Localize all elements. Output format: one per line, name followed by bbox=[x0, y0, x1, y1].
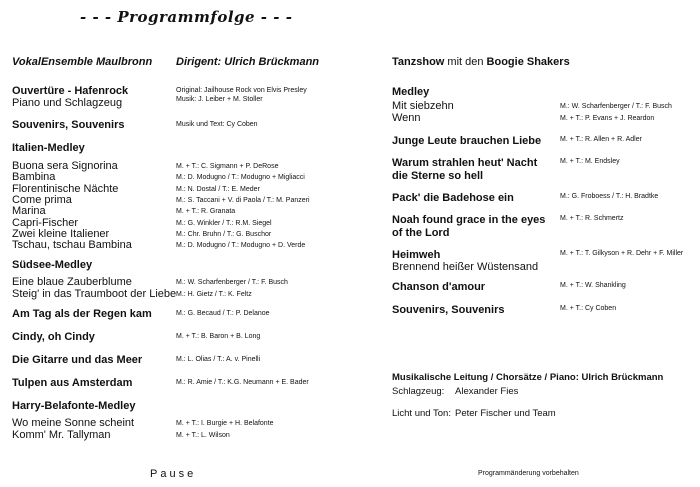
item-credit: M. + T.: T. Gilkyson + R. Dehr + F. Miller bbox=[560, 250, 684, 257]
song-credit: M. + T.: C. Sigmann + P. DeRose bbox=[176, 163, 279, 170]
item-credit: M. + T.: W. Shankling bbox=[560, 282, 626, 289]
item-credit: M.: R. Amie / T.: K.G. Neumann + E. Bader bbox=[176, 379, 309, 386]
song-title: Wo meine Sonne scheint bbox=[12, 417, 135, 429]
medley-title: Medley bbox=[392, 86, 430, 98]
song-credit: M.: G. Winkler / T.: R.M. Siegel bbox=[176, 219, 272, 227]
item-title-line2: of the Lord bbox=[392, 227, 450, 239]
conductor: Dirigent: Ulrich Brückmann bbox=[176, 56, 320, 68]
item-title: Am Tag als der Regen kam bbox=[12, 308, 152, 320]
song-credit: M.: H. Gietz / T.: K. Feltz bbox=[176, 291, 252, 298]
medley-title: Italien-Medley bbox=[12, 142, 85, 154]
song-credit: M. + T.: P. Evans + J. Reardon bbox=[560, 114, 655, 122]
item-title-line2: die Sterne so hell bbox=[392, 170, 484, 182]
pause-label: Pause bbox=[150, 468, 197, 480]
item-credit: M. + T.: B. Baron + B. Long bbox=[176, 333, 261, 340]
song-title: Capri-Fischer bbox=[12, 216, 79, 229]
medley-title: Südsee-Medley bbox=[12, 259, 93, 271]
item-title: Warum strahlen heut' Nacht bbox=[392, 157, 538, 169]
song-title: Tschau, tschau Bambina bbox=[12, 239, 132, 252]
ensemble-name: VokalEnsemble Maulbronn bbox=[12, 56, 153, 68]
song-credit: M.: N. Dostal / T.: E. Meder bbox=[176, 185, 260, 193]
song-credit: M.: D. Modugno / T.: Modugno + D. Verde bbox=[176, 242, 306, 250]
song-title: Buona sera Signorina bbox=[12, 160, 118, 172]
medley-title: Harry-Belafonte-Medley bbox=[12, 400, 136, 412]
item-title: Souvenirs, Souvenirs bbox=[392, 304, 505, 316]
tanzshow-connector: mit den bbox=[444, 56, 487, 68]
item-credit: M. + T.: M. Endsley bbox=[560, 158, 620, 165]
staff-light-label: Licht und Ton: bbox=[392, 408, 451, 419]
staff-light-name: Peter Fischer und Team bbox=[455, 408, 556, 419]
tanzshow-line bbox=[392, 56, 570, 68]
song-title: Marina bbox=[12, 205, 46, 218]
item-credit: Musik und Text: Cy Coben bbox=[176, 121, 258, 128]
item-title: Tulpen aus Amsterdam bbox=[12, 377, 133, 389]
program-title: - - - Programmfolge - - - bbox=[80, 8, 293, 26]
song-credit: M.: Chr. Bruhn / T.: G. Buschor bbox=[176, 230, 272, 238]
item-title: Ouvertüre - Hafenrock bbox=[12, 85, 129, 97]
song-credit: M.: S. Taccani + V. di Paola / T.: M. Panzeri bbox=[176, 196, 310, 204]
item-credit: M.: G. Becaud / T.: P. Delanoe bbox=[176, 310, 270, 317]
song-title: Florentinische Nächte bbox=[12, 182, 119, 195]
song-title: Bambina bbox=[12, 171, 56, 184]
song-credit: M.: D. Modugno / T.: Modugno + Migliacci bbox=[176, 174, 305, 182]
program-change-notice: Programmänderung vorbehalten bbox=[478, 470, 579, 477]
song-credit: M.: W. Scharfenberger / T.: F. Busch bbox=[560, 103, 672, 110]
item-credit: M.: G. Froboess / T.: H. Bradtke bbox=[560, 193, 659, 200]
item-title: Pack' die Badehose ein bbox=[392, 192, 514, 204]
tanzshow-group: Boogie Shakers bbox=[486, 56, 570, 68]
item-subtitle: Brennend heißer Wüstensand bbox=[392, 261, 539, 273]
song-title: Eine blaue Zauberblume bbox=[12, 276, 132, 288]
item-credit: M. + T.: R. Allen + R. Adler bbox=[560, 136, 642, 143]
item-title: Die Gitarre und das Meer bbox=[12, 354, 143, 366]
item-credit: Musik: J. Leiber + M. Stoller bbox=[176, 96, 263, 103]
song-title: Come prima bbox=[12, 193, 72, 206]
song-title: Zwei kleine Italiener bbox=[12, 227, 110, 240]
song-title: Wenn bbox=[392, 111, 421, 124]
item-title: Junge Leute brauchen Liebe bbox=[392, 135, 542, 147]
staff-drums-name: Alexander Fies bbox=[455, 386, 519, 397]
item-credit: M.: L. Olias / T.: A. v. Pinelli bbox=[176, 356, 261, 363]
item-credit: Original: Jailhouse Rock von Elvis Presley bbox=[176, 87, 307, 94]
song-credit: M. + T.: I. Burgie + H. Belafonte bbox=[176, 420, 274, 427]
song-title: Mit siebzehn bbox=[392, 100, 454, 112]
item-title: Noah found grace in the eyes bbox=[392, 214, 546, 226]
song-title: Komm' Mr. Tallyman bbox=[12, 428, 111, 441]
item-title: Heimweh bbox=[392, 249, 441, 261]
item-title: Cindy, oh Cindy bbox=[12, 331, 95, 343]
tanzshow-label: Tanzshow bbox=[392, 56, 445, 68]
staff-lead: Musikalische Leitung / Chorsätze / Piano: Ulrich Brückmann bbox=[392, 372, 664, 383]
song-credit: M. + T.: R. Granata bbox=[176, 208, 236, 216]
item-subtitle: Piano und Schlagzeug bbox=[12, 97, 123, 109]
item-credit: M. + T.: R. Schmertz bbox=[560, 215, 624, 222]
item-title: Chanson d'amour bbox=[392, 281, 486, 293]
staff-drums-label: Schlagzeug: bbox=[392, 386, 445, 397]
song-credit: M.: W. Scharfenberger / T.: F. Busch bbox=[176, 279, 288, 286]
song-credit: M. + T.: L. Wilson bbox=[176, 431, 230, 439]
item-credit: M. + T.: Cy Coben bbox=[560, 305, 617, 312]
song-title: Steig' in das Traumboot der Liebe bbox=[12, 288, 177, 300]
item-title: Souvenirs, Souvenirs bbox=[12, 119, 125, 131]
